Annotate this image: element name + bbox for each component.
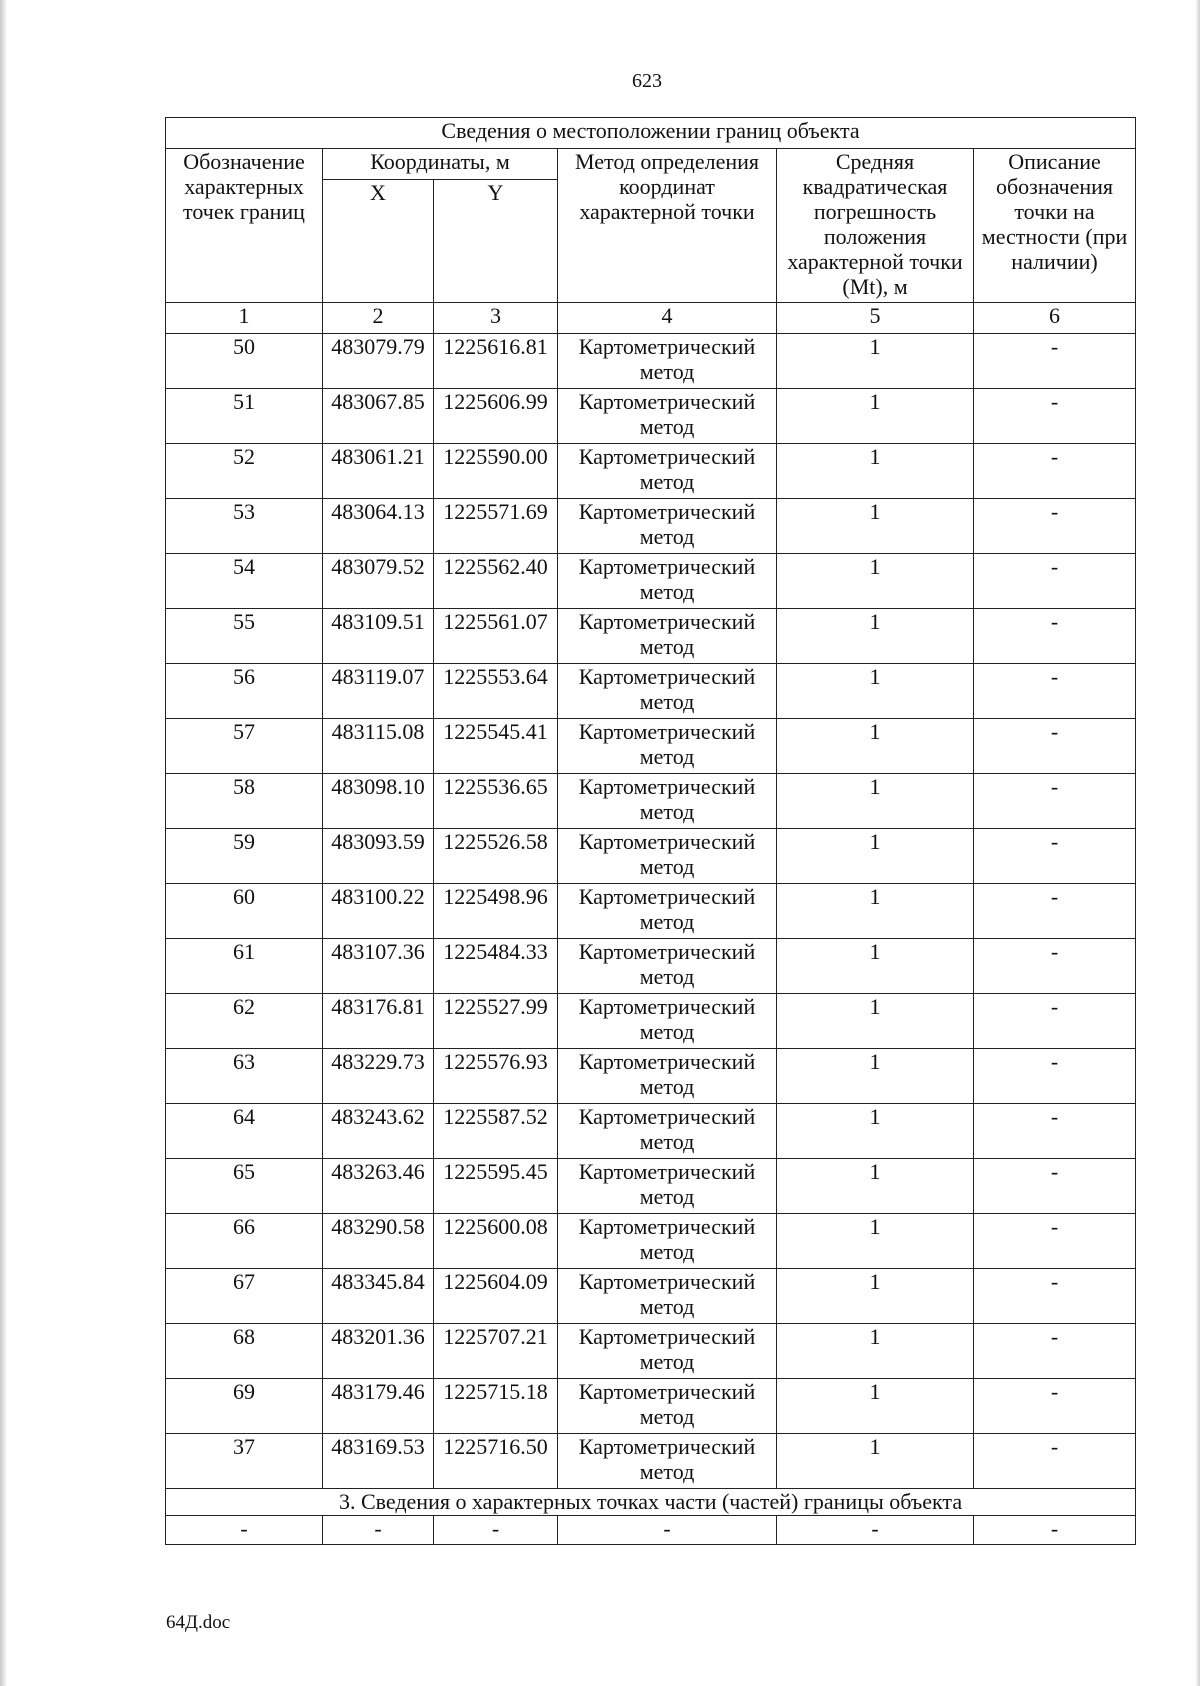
column-numbers-row <box>166 303 1136 334</box>
y-coordinate: 1225527.99 <box>434 994 558 1049</box>
header-accuracy: Средняя квадратическая погрешность положения характерной точки (Mt), м <box>777 149 974 303</box>
table-row <box>166 1434 1136 1489</box>
table-row <box>166 719 1136 774</box>
point-number: 59 <box>166 829 323 884</box>
point-description: - <box>974 1214 1136 1269</box>
y-coordinate: 1225595.45 <box>434 1159 558 1214</box>
table-row <box>166 444 1136 499</box>
point-number: 50 <box>166 334 323 389</box>
accuracy-value: 1 <box>777 1324 974 1379</box>
footer-filename: 64Д.doc <box>166 1612 231 1633</box>
x-coordinate: 483115.08 <box>323 719 434 774</box>
column-number: 4 <box>558 303 777 334</box>
method: Картометрический метод <box>558 994 777 1049</box>
table-row <box>166 994 1136 1049</box>
point-description: - <box>974 334 1136 389</box>
method: Картометрический метод <box>558 389 777 444</box>
point-number: 65 <box>166 1159 323 1214</box>
section-3-row <box>166 1489 1136 1516</box>
x-coordinate: 483290.58 <box>323 1214 434 1269</box>
x-coordinate: 483098.10 <box>323 774 434 829</box>
point-number: 56 <box>166 664 323 719</box>
method: Картометрический метод <box>558 1049 777 1104</box>
accuracy-value: 1 <box>777 939 974 994</box>
accuracy-value: 1 <box>777 1434 974 1489</box>
point-description: - <box>974 444 1136 499</box>
point-description: - <box>974 1379 1136 1434</box>
column-number: 2 <box>323 303 434 334</box>
empty-cell: - <box>558 1516 777 1545</box>
method: Картометрический метод <box>558 664 777 719</box>
accuracy-value: 1 <box>777 664 974 719</box>
point-number: 54 <box>166 554 323 609</box>
point-description: - <box>974 1049 1136 1104</box>
column-number: 3 <box>434 303 558 334</box>
accuracy-value: 1 <box>777 1104 974 1159</box>
y-coordinate: 1225561.07 <box>434 609 558 664</box>
point-description: - <box>974 994 1136 1049</box>
header-method: Метод определения координат характерной точки <box>558 149 777 303</box>
accuracy-value: 1 <box>777 389 974 444</box>
column-number: 1 <box>166 303 323 334</box>
y-coordinate: 1225553.64 <box>434 664 558 719</box>
table-row <box>166 884 1136 939</box>
header-y: Y <box>434 180 558 303</box>
table-row <box>166 1159 1136 1214</box>
point-number: 60 <box>166 884 323 939</box>
table-row <box>166 1269 1136 1324</box>
empty-cell: - <box>974 1516 1136 1545</box>
method: Картометрический метод <box>558 444 777 499</box>
y-coordinate: 1225562.40 <box>434 554 558 609</box>
accuracy-value: 1 <box>777 1214 974 1269</box>
x-coordinate: 483169.53 <box>323 1434 434 1489</box>
point-description: - <box>974 829 1136 884</box>
point-number: 37 <box>166 1434 323 1489</box>
x-coordinate: 483243.62 <box>323 1104 434 1159</box>
boundary-coordinates-table <box>165 117 1136 1545</box>
accuracy-value: 1 <box>777 1159 974 1214</box>
empty-cell: - <box>777 1516 974 1545</box>
accuracy-value: 1 <box>777 774 974 829</box>
x-coordinate: 483061.21 <box>323 444 434 499</box>
point-number: 53 <box>166 499 323 554</box>
table-row <box>166 334 1136 389</box>
table-row <box>166 1379 1136 1434</box>
table-row <box>166 554 1136 609</box>
table-row <box>166 939 1136 994</box>
method: Картометрический метод <box>558 334 777 389</box>
point-number: 62 <box>166 994 323 1049</box>
accuracy-value: 1 <box>777 884 974 939</box>
method: Картометрический метод <box>558 884 777 939</box>
point-number: 58 <box>166 774 323 829</box>
y-coordinate: 1225545.41 <box>434 719 558 774</box>
table-row <box>166 609 1136 664</box>
y-coordinate: 1225576.93 <box>434 1049 558 1104</box>
column-number: 6 <box>974 303 1136 334</box>
y-coordinate: 1225604.09 <box>434 1269 558 1324</box>
accuracy-value: 1 <box>777 499 974 554</box>
y-coordinate: 1225526.58 <box>434 829 558 884</box>
x-coordinate: 483119.07 <box>323 664 434 719</box>
header-coordinates: Координаты, м <box>323 149 558 180</box>
point-number: 52 <box>166 444 323 499</box>
page-number: 623 <box>632 70 662 92</box>
table-row <box>166 1324 1136 1379</box>
method: Картометрический метод <box>558 1214 777 1269</box>
point-description: - <box>974 389 1136 444</box>
table-row <box>166 1214 1136 1269</box>
point-description: - <box>974 1159 1136 1214</box>
y-coordinate: 1225571.69 <box>434 499 558 554</box>
accuracy-value: 1 <box>777 719 974 774</box>
x-coordinate: 483093.59 <box>323 829 434 884</box>
point-description: - <box>974 499 1136 554</box>
x-coordinate: 483079.52 <box>323 554 434 609</box>
x-coordinate: 483100.22 <box>323 884 434 939</box>
method: Картометрический метод <box>558 554 777 609</box>
header-designation: Обозначение характерных точек границ <box>166 149 323 303</box>
empty-cell: - <box>434 1516 558 1545</box>
y-coordinate: 1225716.50 <box>434 1434 558 1489</box>
method: Картометрический метод <box>558 1269 777 1324</box>
y-coordinate: 1225600.08 <box>434 1214 558 1269</box>
point-description: - <box>974 1269 1136 1324</box>
accuracy-value: 1 <box>777 1049 974 1104</box>
point-number: 63 <box>166 1049 323 1104</box>
method: Картометрический метод <box>558 1379 777 1434</box>
y-coordinate: 1225498.96 <box>434 884 558 939</box>
point-description: - <box>974 939 1136 994</box>
point-number: 57 <box>166 719 323 774</box>
y-coordinate: 1225590.00 <box>434 444 558 499</box>
accuracy-value: 1 <box>777 994 974 1049</box>
table-row <box>166 664 1136 719</box>
y-coordinate: 1225715.18 <box>434 1379 558 1434</box>
accuracy-value: 1 <box>777 609 974 664</box>
method: Картометрический метод <box>558 1434 777 1489</box>
accuracy-value: 1 <box>777 1269 974 1324</box>
point-number: 64 <box>166 1104 323 1159</box>
scan-edge-right <box>1196 0 1200 1686</box>
table-title-row <box>166 118 1136 149</box>
y-coordinate: 1225587.52 <box>434 1104 558 1159</box>
y-coordinate: 1225606.99 <box>434 389 558 444</box>
x-coordinate: 483345.84 <box>323 1269 434 1324</box>
method: Картометрический метод <box>558 939 777 994</box>
x-coordinate: 483107.36 <box>323 939 434 994</box>
y-coordinate: 1225707.21 <box>434 1324 558 1379</box>
point-number: 51 <box>166 389 323 444</box>
method: Картометрический метод <box>558 774 777 829</box>
x-coordinate: 483067.85 <box>323 389 434 444</box>
header-description: Описание обозначения точки на местности (при наличии) <box>974 149 1136 303</box>
table-row <box>166 1049 1136 1104</box>
point-description: - <box>974 664 1136 719</box>
section-3-empty-row <box>166 1516 1136 1545</box>
accuracy-value: 1 <box>777 444 974 499</box>
point-description: - <box>974 774 1136 829</box>
method: Картометрический метод <box>558 719 777 774</box>
accuracy-value: 1 <box>777 1379 974 1434</box>
x-coordinate: 483229.73 <box>323 1049 434 1104</box>
x-coordinate: 483064.13 <box>323 499 434 554</box>
empty-cell: - <box>166 1516 323 1545</box>
point-description: - <box>974 1434 1136 1489</box>
y-coordinate: 1225616.81 <box>434 334 558 389</box>
method: Картометрический метод <box>558 609 777 664</box>
point-number: 68 <box>166 1324 323 1379</box>
x-coordinate: 483079.79 <box>323 334 434 389</box>
point-description: - <box>974 884 1136 939</box>
header-x: X <box>323 180 434 303</box>
accuracy-value: 1 <box>777 334 974 389</box>
point-description: - <box>974 609 1136 664</box>
accuracy-value: 1 <box>777 554 974 609</box>
point-description: - <box>974 554 1136 609</box>
table-row <box>166 774 1136 829</box>
method: Картометрический метод <box>558 1159 777 1214</box>
y-coordinate: 1225536.65 <box>434 774 558 829</box>
method: Картометрический метод <box>558 1104 777 1159</box>
method: Картометрический метод <box>558 829 777 884</box>
point-number: 67 <box>166 1269 323 1324</box>
x-coordinate: 483179.46 <box>323 1379 434 1434</box>
table-row <box>166 389 1136 444</box>
x-coordinate: 483263.46 <box>323 1159 434 1214</box>
section-3-title: 3. Сведения о характерных точках части (частей) границы объекта <box>166 1489 1136 1516</box>
table-row <box>166 1104 1136 1159</box>
table-title: Сведения о местоположении границ объекта <box>166 118 1136 149</box>
accuracy-value: 1 <box>777 829 974 884</box>
column-number: 5 <box>777 303 974 334</box>
empty-cell: - <box>323 1516 434 1545</box>
method: Картометрический метод <box>558 1324 777 1379</box>
point-number: 55 <box>166 609 323 664</box>
point-number: 69 <box>166 1379 323 1434</box>
y-coordinate: 1225484.33 <box>434 939 558 994</box>
point-description: - <box>974 1324 1136 1379</box>
point-number: 66 <box>166 1214 323 1269</box>
table-row <box>166 829 1136 884</box>
method: Картометрический метод <box>558 499 777 554</box>
point-description: - <box>974 719 1136 774</box>
table-row <box>166 499 1136 554</box>
x-coordinate: 483109.51 <box>323 609 434 664</box>
x-coordinate: 483201.36 <box>323 1324 434 1379</box>
scan-edge-left <box>0 0 6 1686</box>
point-description: - <box>974 1104 1136 1159</box>
header-row-1 <box>166 149 1136 180</box>
point-number: 61 <box>166 939 323 994</box>
x-coordinate: 483176.81 <box>323 994 434 1049</box>
